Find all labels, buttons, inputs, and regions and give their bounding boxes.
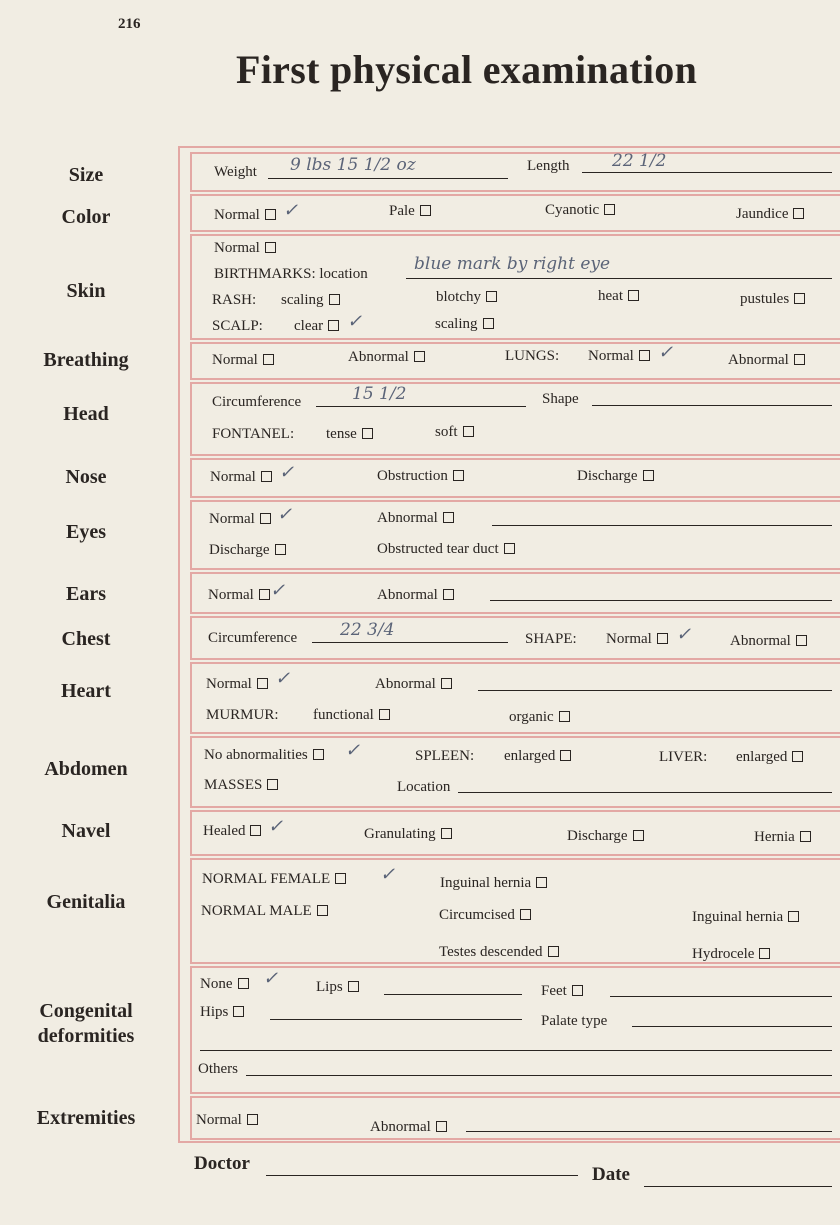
label-eyes: Eyes [66, 521, 106, 543]
ears-abnormal[interactable]: Abnormal [377, 587, 454, 604]
palate-type-label: Palate type [541, 1013, 608, 1029]
deformities-hips[interactable]: Hips [200, 1004, 244, 1021]
label-heart: Heart [61, 680, 111, 702]
check-mark: ✓ [380, 864, 396, 884]
row-ears [190, 572, 840, 614]
masses-location-label: Location [397, 779, 451, 795]
check-mark: ✓ [270, 580, 286, 600]
rash-scaling[interactable]: scaling [281, 292, 340, 309]
nose-discharge[interactable]: Discharge [577, 468, 654, 485]
head-shape-label: Shape [542, 391, 579, 407]
chest-shape-normal[interactable]: Normal [606, 631, 668, 648]
breathing-abnormal[interactable]: Abnormal [348, 349, 425, 366]
label-deformities: deformities [37, 1025, 135, 1047]
navel-healed[interactable]: Healed [203, 823, 261, 840]
length-label: Length [527, 158, 570, 174]
circumcised[interactable]: Circumcised [439, 907, 531, 924]
deformities-feet[interactable]: Feet [541, 983, 583, 1000]
check-mark: ✓ [658, 342, 674, 362]
check-mark: ✓ [277, 504, 293, 524]
color-cyanotic[interactable]: Cyanotic [545, 202, 615, 219]
check-mark: ✓ [263, 968, 279, 988]
extremities-normal[interactable]: Normal [196, 1112, 258, 1129]
masses[interactable]: MASSES [204, 777, 278, 794]
birthmark-location-value[interactable]: blue mark by right eye [414, 254, 611, 274]
color-pale[interactable]: Pale [389, 203, 431, 220]
label-congenital: Congenital [39, 1000, 133, 1022]
doctor-label: Doctor [194, 1153, 250, 1174]
navel-hernia[interactable]: Hernia [754, 829, 811, 846]
date-label: Date [592, 1164, 630, 1185]
liver-enlarged[interactable]: enlarged [736, 749, 803, 766]
eyes-discharge[interactable]: Discharge [209, 542, 286, 559]
eyes-abnormal[interactable]: Abnormal [377, 510, 454, 527]
female-inguinal-hernia[interactable]: Inguinal hernia [440, 875, 547, 892]
check-mark: ✓ [345, 740, 361, 760]
head-circumference-value[interactable]: 15 1/2 [352, 384, 407, 404]
abdomen-no-abnormalities[interactable]: No abnormalities [204, 747, 324, 764]
label-color: Color [61, 206, 111, 228]
spleen-enlarged[interactable]: enlarged [504, 748, 571, 765]
murmur-label: MURMUR: [206, 707, 279, 723]
navel-discharge[interactable]: Discharge [567, 828, 644, 845]
heart-normal[interactable]: Normal [206, 676, 268, 693]
chest-circumference-label: Circumference [208, 630, 298, 646]
weight-label: Weight [214, 164, 257, 180]
length-value[interactable]: 22 1/2 [612, 151, 667, 171]
color-jaundice[interactable]: Jaundice [736, 206, 804, 223]
check-mark: ✓ [268, 816, 284, 836]
label-skin: Skin [66, 280, 106, 302]
nose-normal[interactable]: Normal [210, 469, 272, 486]
weight-value[interactable]: 9 lbs 15 1/2 oz [290, 155, 416, 175]
male-inguinal-hernia[interactable]: Inguinal hernia [692, 909, 799, 926]
murmur-organic[interactable]: organic [509, 709, 570, 726]
lungs-normal[interactable]: Normal [588, 348, 650, 365]
scalp-label: SCALP: [212, 318, 263, 334]
check-mark: ✓ [283, 200, 299, 220]
scalp-scaling[interactable]: scaling [435, 316, 494, 333]
rash-pustules[interactable]: pustules [740, 291, 805, 308]
chest-shape-abnormal[interactable]: Abnormal [730, 633, 807, 650]
label-breathing: Breathing [43, 349, 129, 371]
liver-label: LIVER: [659, 749, 708, 765]
deformities-none[interactable]: None [200, 976, 249, 993]
skin-normal[interactable]: Normal [214, 240, 276, 257]
lungs-abnormal[interactable]: Abnormal [728, 352, 805, 369]
ears-normal[interactable]: Normal [208, 587, 270, 604]
row-navel [190, 810, 840, 856]
fontanel-label: FONTANEL: [212, 426, 295, 442]
others-label: Others [198, 1061, 238, 1077]
label-navel: Navel [61, 820, 111, 842]
rash-heat[interactable]: heat [598, 288, 639, 305]
label-nose: Nose [65, 466, 107, 488]
hydrocele[interactable]: Hydrocele [692, 946, 770, 963]
navel-granulating[interactable]: Granulating [364, 826, 452, 843]
label-genitalia: Genitalia [46, 891, 126, 913]
fontanel-tense[interactable]: tense [326, 426, 373, 443]
check-mark: ✓ [676, 624, 692, 644]
check-mark: ✓ [279, 462, 295, 482]
label-chest: Chest [61, 628, 111, 650]
birthmarks-label: BIRTHMARKS: location [214, 266, 368, 282]
label-size: Size [68, 164, 104, 186]
page-number: 216 [118, 16, 141, 32]
murmur-functional[interactable]: functional [313, 707, 390, 724]
label-abdomen: Abdomen [44, 758, 128, 780]
extremities-abnormal[interactable]: Abnormal [370, 1119, 447, 1136]
check-mark: ✓ [275, 668, 291, 688]
testes-descended[interactable]: Testes descended [439, 944, 559, 961]
color-normal[interactable]: Normal [214, 207, 276, 224]
label-head: Head [63, 403, 109, 425]
rash-label: RASH: [212, 292, 257, 308]
lungs-label: LUNGS: [505, 348, 560, 364]
heart-abnormal[interactable]: Abnormal [375, 676, 452, 693]
normal-female[interactable]: NORMAL FEMALE [202, 871, 346, 888]
eyes-normal[interactable]: Normal [209, 511, 271, 528]
page-title: First physical examination [236, 47, 698, 92]
label-extremities: Extremities [36, 1107, 136, 1129]
check-mark: ✓ [347, 311, 363, 331]
row-skin [190, 234, 840, 340]
breathing-normal[interactable]: Normal [212, 352, 274, 369]
row-extremities [190, 1096, 840, 1140]
head-circumference-label: Circumference [212, 394, 302, 410]
spleen-label: SPLEEN: [415, 748, 475, 764]
chest-shape-label: SHAPE: [525, 631, 577, 647]
scalp-clear[interactable]: clear [294, 318, 339, 335]
eyes-obstructed-tear-duct[interactable]: Obstructed tear duct [377, 541, 515, 558]
rash-blotchy[interactable]: blotchy [436, 289, 497, 306]
nose-obstruction[interactable]: Obstruction [377, 468, 464, 485]
deformities-lips[interactable]: Lips [316, 979, 359, 996]
fontanel-soft[interactable]: soft [435, 424, 474, 441]
normal-male[interactable]: NORMAL MALE [201, 903, 328, 920]
chest-circumference-value[interactable]: 22 3/4 [340, 620, 395, 640]
label-ears: Ears [66, 583, 106, 605]
